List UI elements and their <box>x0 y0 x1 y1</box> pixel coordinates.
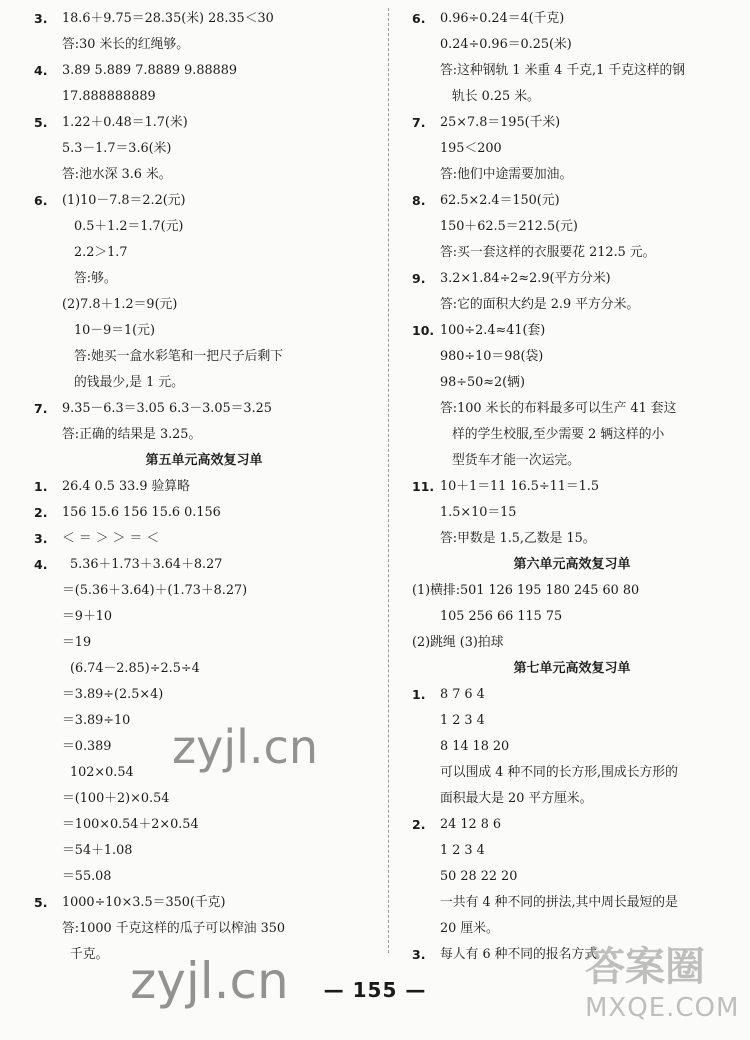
answer-line <box>34 110 374 136</box>
question-number: 6. <box>34 193 48 208</box>
answer-text: 980÷10＝98(袋) <box>440 349 544 364</box>
answer-text: 3.2×1.84÷2≈2.9(平方分米) <box>440 271 611 286</box>
answer-line <box>412 110 732 136</box>
answer-line <box>412 500 732 526</box>
answer-line <box>34 188 374 214</box>
question-number: 3. <box>34 11 48 26</box>
answer-text: 答:买一套这样的衣服要花 212.5 元。 <box>440 245 656 260</box>
answer-line <box>412 864 732 890</box>
answer-text: 195＜200 <box>440 141 502 156</box>
answer-line <box>412 734 732 760</box>
answer-line <box>412 812 732 838</box>
answer-text: 3.89 5.889 7.8889 9.88889 <box>62 63 238 78</box>
answer-line <box>412 890 732 916</box>
answer-text: 面积最大是 20 平方厘米。 <box>440 791 593 806</box>
answer-text: 每人有 6 种不同的报名方式 <box>440 947 598 962</box>
question-number: 11. <box>412 479 435 494</box>
answer-line <box>412 84 732 110</box>
question-number: 3. <box>412 947 426 962</box>
answer-text: 可以围成 4 种不同的长方形,围成长方形的 <box>440 765 678 780</box>
answer-line <box>34 864 374 890</box>
question-number: 7. <box>412 115 426 130</box>
page-number-value: 155 <box>352 978 398 1002</box>
answer-text: 8 7 6 4 <box>440 687 485 702</box>
answer-line <box>34 474 374 500</box>
answer-line <box>412 344 732 370</box>
answer-line <box>412 214 732 240</box>
answer-text: ＝(100＋2)×0.54 <box>62 791 170 806</box>
answer-text: ＝55.08 <box>62 869 112 884</box>
answer-line <box>34 162 374 188</box>
answer-text: 答:正确的结果是 3.25。 <box>62 427 202 442</box>
answer-line <box>412 682 732 708</box>
answer-line <box>412 474 732 500</box>
answer-line <box>34 422 374 448</box>
answer-text: 型货车才能一次运完。 <box>452 453 580 468</box>
answer-text: 0.24÷0.96＝0.25(米) <box>440 37 572 52</box>
answer-text: ＝3.89÷(2.5×4) <box>62 687 164 702</box>
question-number: 9. <box>412 271 426 286</box>
answer-line <box>34 786 374 812</box>
answer-line <box>412 6 732 32</box>
answer-line <box>412 526 732 552</box>
question-number: 1. <box>412 687 426 702</box>
column-divider <box>388 8 389 953</box>
watermark-text-bottom: zyjl.cn <box>130 952 289 1010</box>
answer-line <box>34 578 374 604</box>
question-number: 5. <box>34 115 48 130</box>
answer-text: 的钱最少,是 1 元。 <box>74 375 184 390</box>
right-column <box>412 6 732 968</box>
question-number: 4. <box>34 63 48 78</box>
answer-line <box>34 58 374 84</box>
answer-text: ＝0.389 <box>62 739 112 754</box>
page-number: — 155 — <box>323 978 427 1002</box>
answer-text: 5.3－1.7＝3.6(米) <box>62 141 172 156</box>
answer-line <box>34 656 374 682</box>
answer-line <box>412 188 732 214</box>
answer-text: ＝3.89÷10 <box>62 713 131 728</box>
answer-line <box>412 136 732 162</box>
answer-line <box>34 838 374 864</box>
question-number: 2. <box>412 817 426 832</box>
answer-text: 千克。 <box>70 947 109 962</box>
answer-line <box>412 838 732 864</box>
answer-line <box>34 526 374 552</box>
answer-text: 答:1000 千克这样的瓜子可以榨油 350 <box>62 921 286 936</box>
answer-text: ＜ ＝ ＞ ＞ ＝ ＜ <box>62 531 160 546</box>
answer-line <box>412 448 732 474</box>
answer-text: 10＋1＝11 16.5÷11＝1.5 <box>440 479 600 494</box>
answer-line <box>34 84 374 110</box>
answer-line <box>412 786 732 812</box>
answer-text: 105 256 66 115 75 <box>440 609 563 624</box>
answer-text: 50 28 22 20 <box>440 869 518 884</box>
section-heading: 第七单元高效复习单 <box>513 661 631 676</box>
answer-text: 答:他们中途需要加油。 <box>440 167 573 182</box>
answer-text: ＝(5.36＋3.64)＋(1.73＋8.27) <box>62 583 248 598</box>
answer-text: 答:100 米长的布料最多可以生产 41 套这 <box>440 401 677 416</box>
answer-text: 1 2 3 4 <box>440 843 485 858</box>
answer-text: 26.4 0.5 33.9 验算略 <box>62 479 190 494</box>
answer-text: 20 厘米。 <box>440 921 499 936</box>
answer-text: 答:池水深 3.6 米。 <box>62 167 172 182</box>
answer-text: 0.5＋1.2＝1.7(元) <box>74 219 184 234</box>
answer-text: 18.6＋9.75＝28.35(米) 28.35＜30 <box>62 11 274 26</box>
answer-line <box>34 396 374 422</box>
answer-line <box>34 630 374 656</box>
question-number: 5. <box>34 895 48 910</box>
answer-text: ＝100×0.54＋2×0.54 <box>62 817 199 832</box>
left-column <box>34 6 374 968</box>
answer-line <box>412 370 732 396</box>
answer-line <box>412 396 732 422</box>
answer-text: 答:甲数是 1.5,乙数是 15。 <box>440 531 596 546</box>
answer-line <box>412 708 732 734</box>
question-number: 4. <box>34 557 48 572</box>
answer-text: ＝9＋10 <box>62 609 113 624</box>
answer-text: ＝19 <box>62 635 92 650</box>
answer-text: 答:她买一盒水彩笔和一把尺子后剩下 <box>74 349 284 364</box>
answer-text: 10－9＝1(元) <box>74 323 155 338</box>
question-number: 2. <box>34 505 48 520</box>
answer-line <box>412 240 732 266</box>
question-number: 10. <box>412 323 435 338</box>
section-heading: 第五单元高效复习单 <box>145 453 263 468</box>
answer-text: 100÷2.4≈41(套) <box>440 323 546 338</box>
question-number: 7. <box>34 401 48 416</box>
answer-text: 98÷50≈2(辆) <box>440 375 525 390</box>
answer-line <box>34 32 374 58</box>
answer-line <box>34 344 374 370</box>
answer-line <box>34 890 374 916</box>
answer-line <box>412 292 732 318</box>
answer-text: 1000÷10×3.5＝350(千克) <box>62 895 226 910</box>
watermark-url: MXQE.COM <box>585 993 740 1023</box>
answer-text: 17.888888889 <box>62 89 156 104</box>
answer-line <box>34 266 374 292</box>
answer-text: 0.96÷0.24＝4(千克) <box>440 11 565 26</box>
answer-line <box>412 578 732 604</box>
answer-line <box>412 760 732 786</box>
answer-line <box>34 292 374 318</box>
answer-line <box>34 916 374 942</box>
answer-text: 62.5×2.4＝150(元) <box>440 193 560 208</box>
answer-text: (6.74－2.85)÷2.5÷4 <box>70 661 200 676</box>
answer-text: (1)横排:501 126 195 180 245 60 80 <box>412 583 640 598</box>
answer-text: 轨长 0.25 米。 <box>452 89 540 104</box>
answer-line <box>412 32 732 58</box>
answer-line <box>412 318 732 344</box>
answer-text: 答:够。 <box>74 271 117 286</box>
answer-text: (2)7.8＋1.2＝9(元) <box>62 297 178 312</box>
answer-text: 102×0.54 <box>70 765 134 780</box>
answer-text: 答:30 米长的红绳够。 <box>62 37 190 52</box>
answer-text: 5.36＋1.73＋3.64＋8.27 <box>70 557 223 572</box>
answer-line <box>34 500 374 526</box>
answer-line <box>412 422 732 448</box>
answer-line <box>412 630 732 656</box>
answer-text: 9.35－6.3＝3.05 6.3－3.05＝3.25 <box>62 401 272 416</box>
question-number: 8. <box>412 193 426 208</box>
section-heading: 第六单元高效复习单 <box>513 557 631 572</box>
answer-line <box>34 318 374 344</box>
answer-text: 2.2＞1.7 <box>74 245 128 260</box>
watermark-logo-text: 答案圈 <box>585 944 705 990</box>
answer-line <box>412 266 732 292</box>
answer-line <box>34 214 374 240</box>
answer-text: 156 15.6 156 15.6 0.156 <box>62 505 221 520</box>
answer-line <box>34 136 374 162</box>
watermark-text: zyjl.cn <box>172 720 318 774</box>
answer-text: 一共有 4 种不同的拼法,其中周长最短的是 <box>440 895 678 910</box>
answer-line <box>34 240 374 266</box>
answer-text: 样的学生校服,至少需要 2 辆这样的小 <box>452 427 665 442</box>
answer-text: 答:这种钢轨 1 米重 4 千克,1 千克这样的钢 <box>440 63 686 78</box>
answer-line <box>34 682 374 708</box>
answer-text: 答:它的面积大约是 2.9 平方分米。 <box>440 297 640 312</box>
answer-text: (2)跳绳 (3)拍球 <box>412 635 504 650</box>
answer-line <box>34 370 374 396</box>
question-number: 1. <box>34 479 48 494</box>
answer-line <box>34 604 374 630</box>
answer-text: 1.22＋0.48＝1.7(米) <box>62 115 188 130</box>
answer-text: 1.5×10＝15 <box>440 505 517 520</box>
answer-line <box>412 58 732 84</box>
answer-text: 8 14 18 20 <box>440 739 510 754</box>
answer-text: 1 2 3 4 <box>440 713 485 728</box>
answer-line <box>412 162 732 188</box>
answer-line <box>34 6 374 32</box>
answer-line <box>34 812 374 838</box>
answer-text: (1)10－7.8＝2.2(元) <box>62 193 186 208</box>
answer-line <box>34 552 374 578</box>
answer-text: 150＋62.5＝212.5(元) <box>440 219 578 234</box>
answer-text: 24 12 8 6 <box>440 817 502 832</box>
watermark-logo <box>585 935 740 1030</box>
question-number: 6. <box>412 11 426 26</box>
answer-text: ＝54＋1.08 <box>62 843 133 858</box>
question-number: 3. <box>34 531 48 546</box>
answer-line <box>412 604 732 630</box>
answer-text: 25×7.8＝195(千米) <box>440 115 561 130</box>
